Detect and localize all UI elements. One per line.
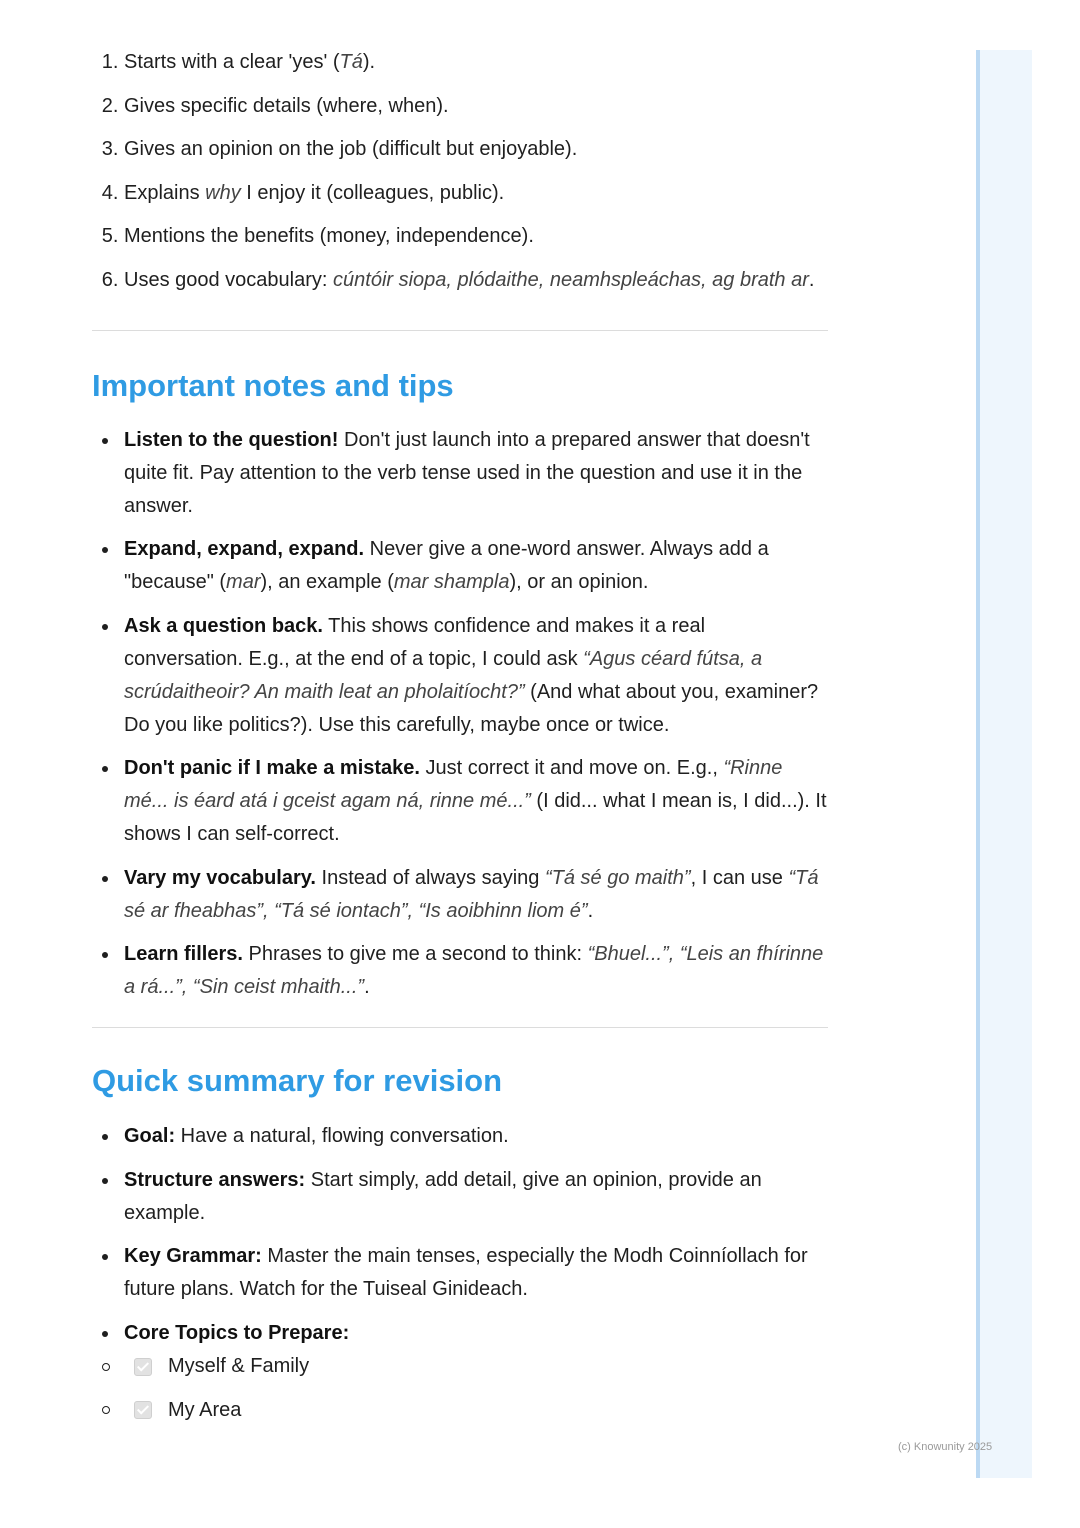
summary-item: Structure answers: Start simply, add detail, give an opinion, provide an example. (124, 1164, 828, 1230)
summary-list (92, 1120, 828, 1427)
list-item: 3. Gives an opinion on the job (difficult but enjoyable). (124, 133, 828, 166)
side-margin-panel (976, 50, 1032, 1478)
sub-bullet (102, 1406, 110, 1414)
list-item: 2. Gives specific details (where, when). (124, 90, 828, 123)
checkbox-checked[interactable] (134, 1358, 152, 1376)
list-item: 6. Uses good vocabulary: cúntóir siopa, plódaithe, neamhspleáchas, ag brath ar. (124, 264, 828, 297)
tip-item: Vary my vocabulary. Instead of always saying “Tá sé go maith”, I can use “Tá sé ar fheabhas”, “Tá sé iontach”, “Is aoibhinn liom é”. (124, 862, 828, 928)
tip-item: Listen to the question! Don't just launch into a prepared answer that doesn't quite fit. Pay attention to the verb tense used in the question and use it in the answer. (124, 424, 828, 523)
summary-item: Key Grammar: Master the main tenses, especially the Modh Coinníollach for future plans. Watch for the Tuiseal Ginideach. (124, 1240, 828, 1306)
checklist-item (124, 1350, 828, 1383)
section-heading-notes: Important notes and tips (92, 367, 454, 403)
document-content (92, 46, 828, 1427)
list-item: 4. Explains why I enjoy it (colleagues, public). (124, 177, 828, 210)
checkbox-checked[interactable] (134, 1401, 152, 1419)
checklist-item-label: Myself & Family (168, 1355, 310, 1377)
tip-item: Expand, expand, expand. Never give a one-word answer. Always add a "because" (mar), an example (mar shampla), or an opinion. (124, 533, 828, 599)
sub-bullet (102, 1363, 110, 1371)
answer-features-list (92, 46, 828, 297)
tips-list (92, 424, 828, 1005)
tip-item: Learn fillers. Phrases to give me a second to think: “Bhuel...”, “Leis an fhírinne a rá...”, “Sin ceist mhaith...”. (124, 938, 828, 1004)
section-divider (92, 1027, 828, 1028)
checklist-item-label: My Area (168, 1398, 242, 1421)
list-item: 1. Starts with a clear 'yes' (Tá). (124, 46, 828, 79)
topics-checklist (124, 1350, 828, 1427)
copyright-notice: (c) Knowunity 2025 (898, 1441, 993, 1453)
tip-item: Ask a question back. This shows confidence and makes it a real conversation. E.g., at the end of a topic, I could ask “Agus céard fútsa, a scrúdaitheoir? An maith leat an pholaitíocht?” (And what about you, examiner? Do you like politics?). Use this carefully, maybe once or twice. (124, 610, 828, 742)
tip-item: Don't panic if I make a mistake. Just correct it and move on. E.g., “Rinne mé... is éard atá i gceist agam ná, rinne mé...” (I did... what I mean is, I did...). It shows I can self-correct. (124, 752, 828, 851)
summary-item: Core Topics to Prepare: Myself & Family My Area (124, 1317, 828, 1427)
checklist-item (124, 1394, 828, 1427)
section-divider (92, 330, 828, 331)
section-heading-summary: Quick summary for revision (92, 1063, 503, 1098)
list-item: 5. Mentions the benefits (money, independence). (124, 220, 828, 253)
summary-item: Goal: Have a natural, flowing conversation. (124, 1120, 828, 1153)
